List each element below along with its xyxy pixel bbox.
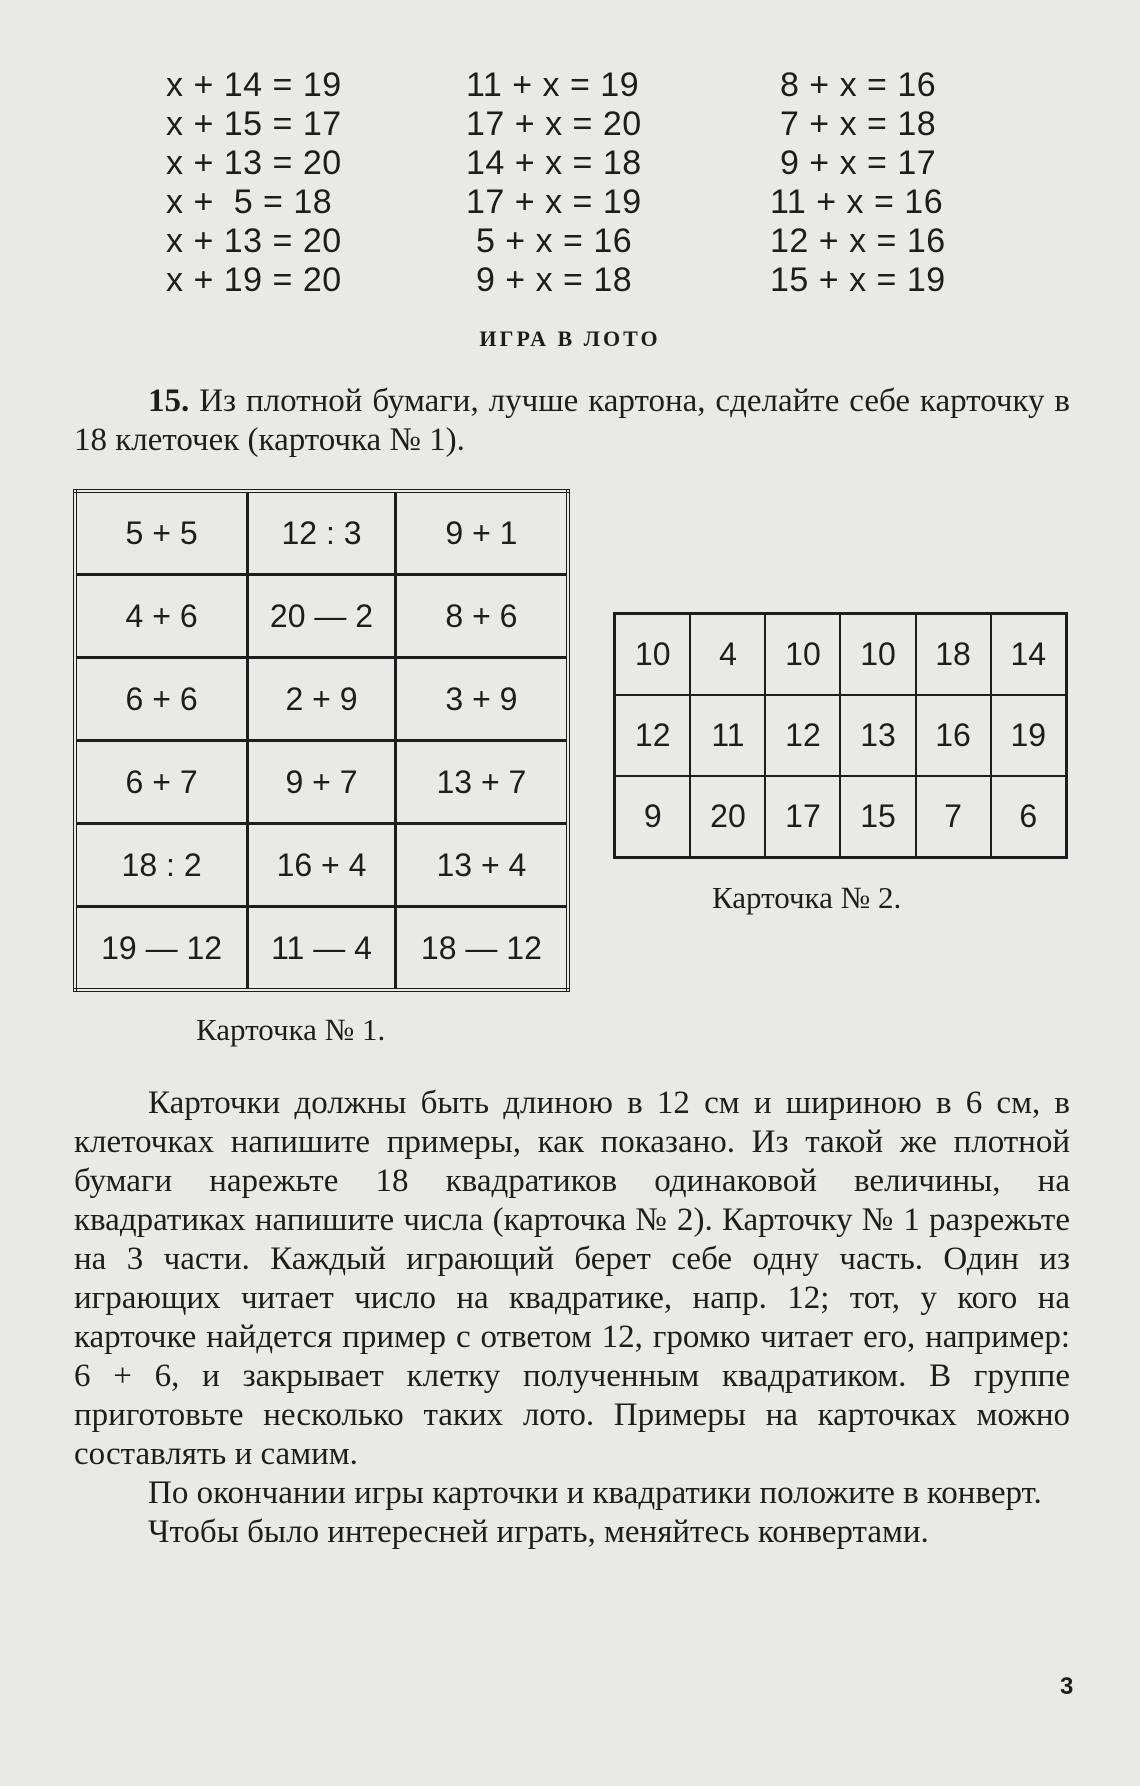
card-cell: 2 + 9 [248, 658, 396, 741]
instruction-text: Карточки должны быть длиною в 12 см и шириною в 6 см, в клеточках напишите примеры, как показано. Из такой же плотной бумаги нарежьте 18 квадратиков одинаковой величины, на квадратиках напишите числа (карточка № 2). Карточку № 1 разрежьте на 3 части. Каждый играющий берет себе одну часть. Один из играющих читает число на квадратике, напр. 12; тот, у кого на карточке найдется пример с ответом 12, громко читает его, например: 6 + 6, и закрывает клетку полученным квадратиком. В группе приготовьте несколько таких лото. Примеры на карточках можно составлять и самим. [74, 1085, 1070, 1472]
equation: x + 13 = 20 [166, 144, 342, 182]
equation: 17 + x = 19 [466, 183, 642, 221]
card-row [75, 658, 568, 741]
card-row [75, 824, 568, 907]
card-cell: 18 [916, 614, 991, 696]
task-text: Из плотной бумаги, лучше картона, сделайте себе карточку в 18 клеточек (карточка № 1). [74, 383, 1070, 458]
card-row [75, 575, 568, 658]
equation: 11 + x = 19 [466, 66, 640, 104]
card-cell: 18 — 12 [395, 907, 568, 991]
lotto-card-2 [613, 612, 1068, 859]
equation: x + 5 = 18 [166, 183, 333, 221]
card-cell: 12 [615, 695, 691, 776]
card-cell: 12 [765, 695, 840, 776]
task-paragraph [74, 382, 1070, 460]
card-cell: 10 [765, 614, 840, 696]
equations-column-2 [466, 66, 642, 300]
card-cell: 18 : 2 [75, 824, 248, 907]
equation: 12 + x = 16 [770, 222, 946, 260]
card-cell: 9 [615, 776, 691, 858]
equation: 9 + x = 18 [466, 261, 633, 299]
card-cell: 5 + 5 [75, 491, 248, 575]
card-cell: 20 [690, 776, 765, 858]
card-cell: 6 + 7 [75, 741, 248, 824]
equation: 11 + x = 16 [770, 183, 944, 221]
card-cell: 19 [991, 695, 1067, 776]
equation: x + 14 = 19 [166, 66, 342, 104]
card-cell: 11 [690, 695, 765, 776]
card-row [615, 695, 1067, 776]
equation: 14 + x = 18 [466, 144, 642, 182]
card-cell: 8 + 6 [395, 575, 568, 658]
card-1-caption: Карточка № 1. [196, 1012, 386, 1047]
section-heading: ИГРА В ЛОТО [479, 326, 661, 351]
card-cell: 4 + 6 [75, 575, 248, 658]
equation: x + 15 = 17 [166, 105, 342, 143]
equation: x + 19 = 20 [166, 261, 342, 299]
card-cell: 20 — 2 [248, 575, 396, 658]
equations-column-3 [770, 66, 946, 300]
equation: 9 + x = 17 [770, 144, 937, 182]
card-cell: 6 + 6 [75, 658, 248, 741]
page-number: 3 [1060, 1673, 1074, 1700]
card-row [75, 907, 568, 991]
card-cell: 10 [615, 614, 691, 696]
equations-column-1 [166, 66, 342, 300]
card-cell: 13 + 4 [395, 824, 568, 907]
equation: 17 + x = 20 [466, 105, 642, 143]
instruction-paragraph [74, 1513, 1070, 1552]
card-cell: 15 [840, 776, 915, 858]
card-cell: 3 + 9 [395, 658, 568, 741]
card-row [75, 741, 568, 824]
task-number: 15. [148, 383, 190, 419]
equation: 15 + x = 19 [770, 261, 946, 299]
instruction-text: Чтобы было интересней играть, меняйтесь конвертами. [148, 1514, 929, 1550]
card-cell: 14 [991, 614, 1067, 696]
card-cell: 9 + 7 [248, 741, 396, 824]
instruction-text: По окончании игры карточки и квадратики положите в конверт. [148, 1475, 1042, 1511]
card-cell: 19 — 12 [75, 907, 248, 991]
equation: 8 + x = 16 [770, 66, 937, 104]
instructions-text [74, 1084, 1070, 1552]
lotto-card-1 [73, 489, 570, 992]
card-cell: 6 [991, 776, 1067, 858]
card-row [615, 776, 1067, 858]
equation: 5 + x = 16 [466, 222, 633, 260]
card-cell: 4 [690, 614, 765, 696]
card-cell: 11 — 4 [248, 907, 396, 991]
card-cell: 16 + 4 [248, 824, 396, 907]
instruction-paragraph [74, 1474, 1070, 1513]
card-cell: 10 [840, 614, 915, 696]
card-row [75, 491, 568, 575]
card-cell: 16 [916, 695, 991, 776]
card-cell: 9 + 1 [395, 491, 568, 575]
card-cell: 7 [916, 776, 991, 858]
equation: x + 13 = 20 [166, 222, 342, 260]
card-cell: 12 : 3 [248, 491, 396, 575]
card-row [615, 614, 1067, 696]
card-cell: 13 [840, 695, 915, 776]
instruction-paragraph [74, 1084, 1070, 1474]
card-cell: 13 + 7 [395, 741, 568, 824]
card-cell: 17 [765, 776, 840, 858]
equation: 7 + x = 18 [770, 105, 937, 143]
card-2-caption: Карточка № 2. [712, 880, 902, 915]
